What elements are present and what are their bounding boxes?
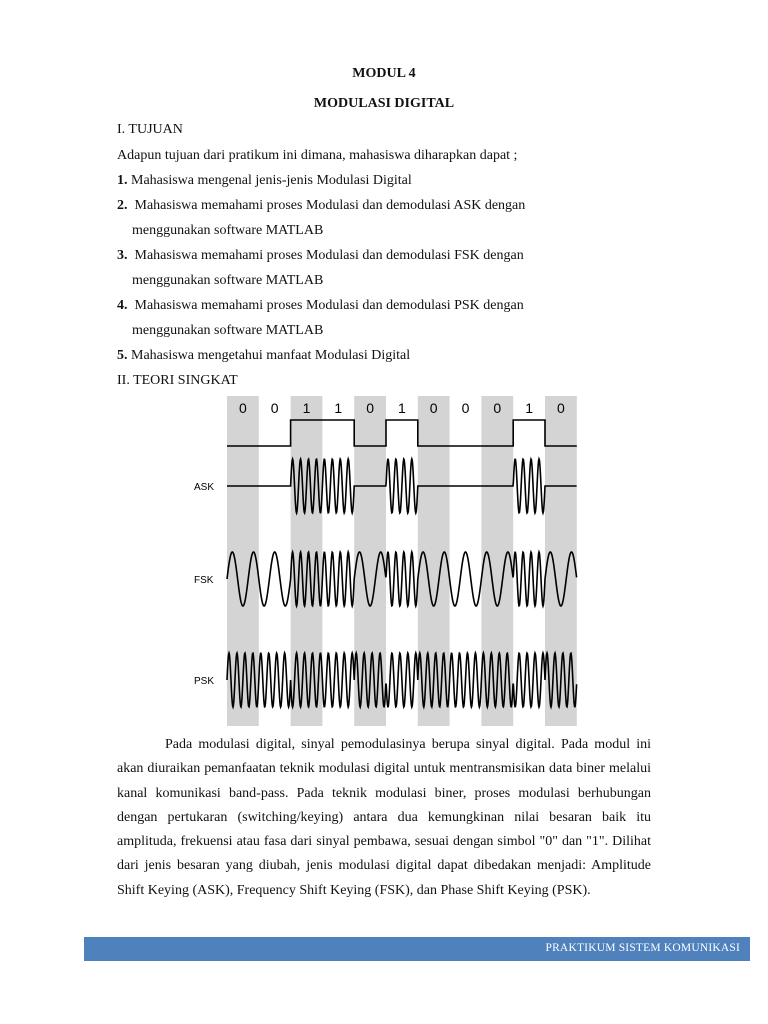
item-number: 5.	[117, 348, 128, 363]
tujuan-intro: Adapun tujuan dari pratikum ini dimana, mahasiswa diharapkan dapat ;	[117, 148, 518, 163]
fsk-waveform	[227, 552, 577, 606]
item-text: Mahasiswa memahami proses Modulasi dan demodulasi ASK dengan	[134, 198, 526, 213]
item-text-continued: menggunakan software MATLAB	[132, 273, 324, 288]
row-label-fsk: FSK	[194, 575, 214, 586]
item-text-continued: menggunakan software MATLAB	[132, 223, 324, 238]
item-text: Mahasiswa mengenal jenis-jenis Modulasi Digital	[131, 173, 412, 188]
section-heading-teori: II. TEORI SINGKAT	[117, 373, 238, 388]
bit-label: 1	[302, 400, 311, 416]
bit-label: 0	[429, 400, 438, 416]
modulation-diagram	[190, 394, 580, 728]
bit-label: 0	[557, 400, 565, 416]
ask-waveform	[227, 459, 577, 513]
page-title: MODULASI DIGITAL	[313, 96, 455, 111]
bit-label: 0	[366, 400, 374, 416]
footer-bar	[84, 937, 750, 961]
module-number: MODUL 4	[352, 66, 416, 81]
item-number: 4.	[117, 298, 128, 313]
theory-paragraph: Pada modulasi digital, sinyal pemodulasinya berupa sinyal digital. Pada modul ini akan diuraikan pemanfaatan teknik modulasi digital untuk mentransmisikan data biner melalui kanal komunikasi band-pass. Pada teknik modulasi biner, proses modulasi berhubungan dengan pertukaran (switching/keying) antara dua kemungkinan nilai besaran baik itu amplituda, frekuensi atau fasa dari sinyal pembawa, sesuai dengan simbol "0" dan "1". Dilihat dari jenis besaran yang diubah, jenis modulasi digital dapat dibedakan menjadi: Amplitude Shift Keying (ASK), Frequency Shift Keying (FSK), dan Phase Shift Keying (PSK).	[117, 737, 651, 898]
item-number: 3.	[117, 248, 128, 263]
item-text: Mahasiswa mengetahui manfaat Modulasi Digital	[131, 348, 411, 363]
item-number: 2.	[117, 198, 128, 213]
bit-label: 1	[525, 400, 533, 416]
bit-label: 0	[270, 400, 279, 416]
footer-text: PRAKTIKUM SISTEM KOMUNIKASI	[545, 942, 740, 954]
item-number: 1.	[117, 173, 128, 188]
psk-waveform	[227, 653, 577, 707]
bit-label: 0	[493, 400, 502, 416]
row-label-psk: PSK	[194, 676, 215, 687]
item-text: Mahasiswa memahami proses Modulasi dan demodulasi PSK dengan	[134, 298, 524, 313]
section-heading-tujuan: I. TUJUAN	[117, 122, 183, 137]
bit-label: 1	[334, 400, 343, 416]
digital-signal	[227, 420, 577, 446]
bit-label: 0	[239, 400, 247, 416]
bit-label: 0	[461, 400, 470, 416]
bit-label: 1	[398, 400, 406, 416]
item-text: Mahasiswa memahami proses Modulasi dan demodulasi FSK dengan	[134, 248, 524, 263]
item-text-continued: menggunakan software MATLAB	[132, 323, 324, 338]
row-label-ask: ASK	[194, 482, 215, 493]
